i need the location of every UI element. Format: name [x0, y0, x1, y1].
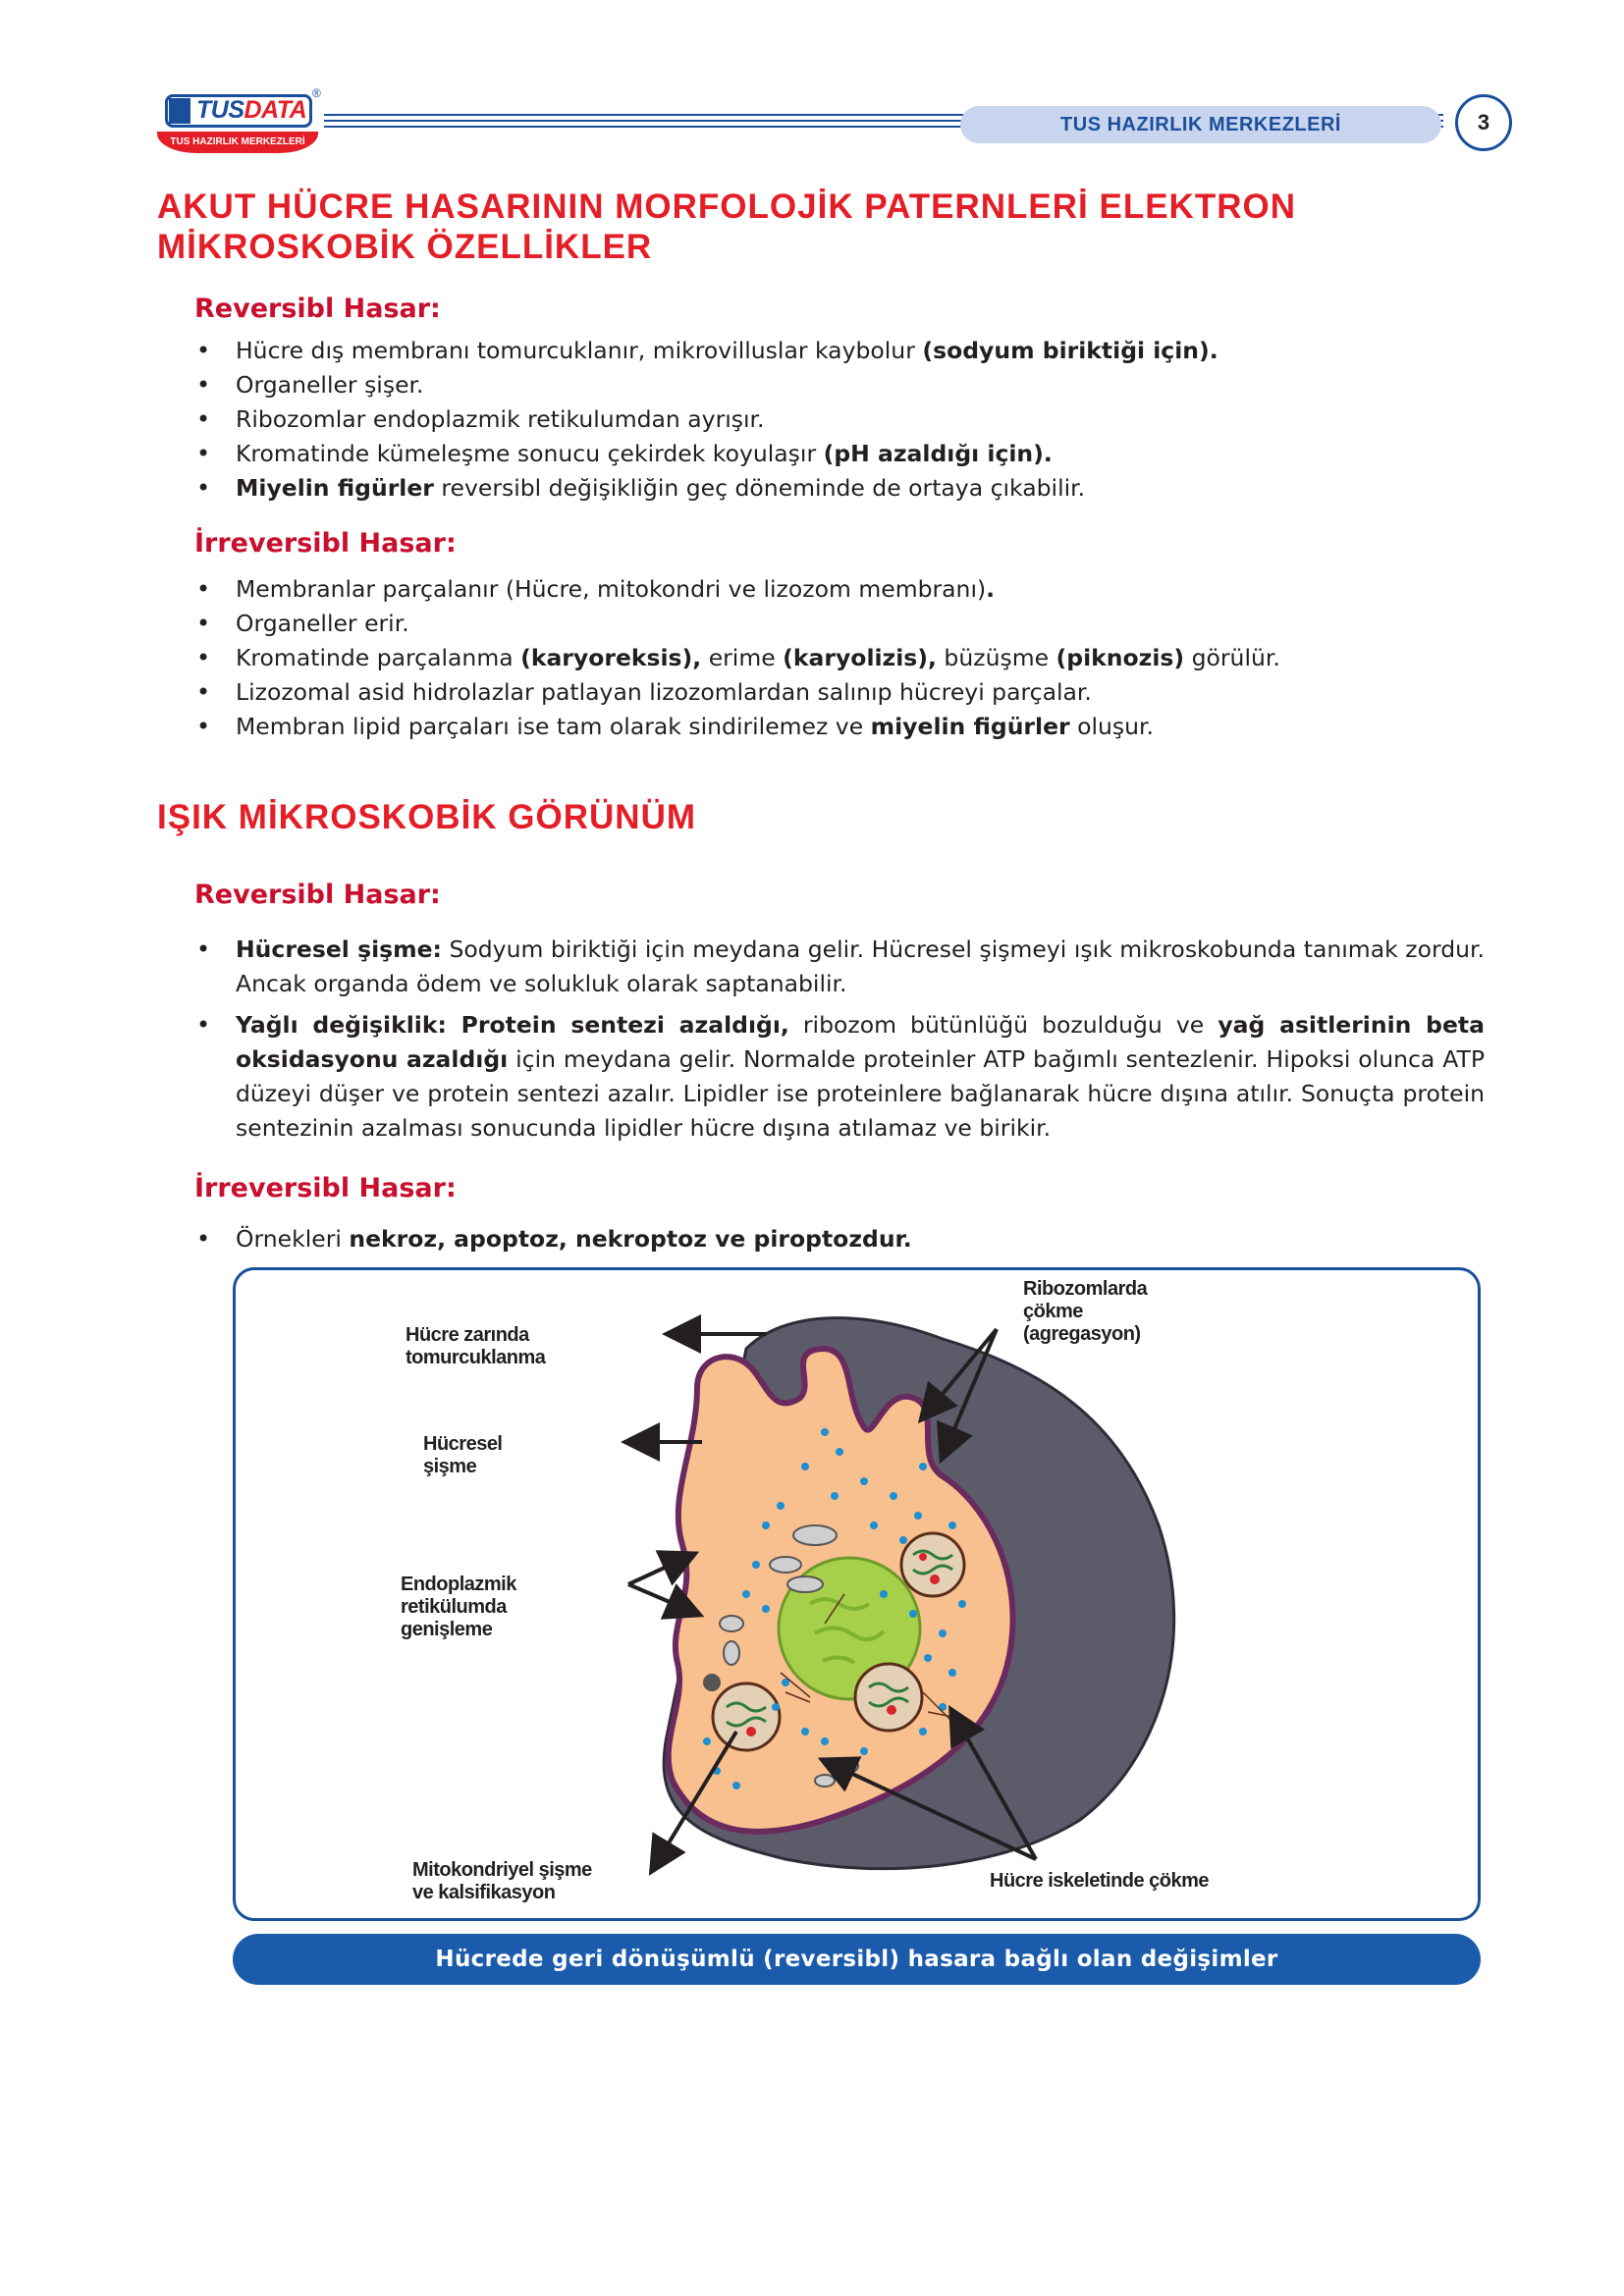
tusdata-logo	[155, 86, 322, 163]
section2-title: IŞIK MİKROSKOBİK GÖRÜNÜM	[157, 798, 696, 836]
list-item: • Yağlı değişiklik: Protein sentezi azaldığı, ribozom bütünlüğü bozulduğu ve yağ asitlerinin beta oksidasyonu azaldığı için meydana gelir. Normalde proteinler ATP bağımlı sentezlenir. Hipoksi olunca ATP düzeyi düşer ve protein sentezi azalır. Lipidler ise proteinlere bağlanarak hücre dışına atılır. Sonuçta protein sentezinin azalması sonucunda lipidler hücre dışına atılamaz ve birikir.	[236, 1008, 1485, 1146]
section2-reversible-list	[236, 933, 1485, 1146]
section1-reversible-list	[236, 334, 1485, 506]
list-item: • Hücresel şişme: Sodyum biriktiği için meydana gelir. Hücresel şişmeyi ışık mikroskobunda tanımak zordur. Ancak organda ödem ve solukluk olarak saptanabilir.	[236, 933, 1485, 1001]
label-er-dilation: Endoplazmik retikülumda genişleme	[401, 1574, 516, 1640]
list-item: • Organeller şişer.	[236, 368, 1485, 402]
section1-title-line1: AKUT HÜCRE HASARININ MORFOLOJİK PATERNLERİ ELEKTRON	[157, 187, 1296, 226]
page-number: 3	[1455, 94, 1512, 151]
mitochondrion	[855, 1664, 922, 1731]
label-cell-swelling: Hücresel şişme	[423, 1433, 503, 1477]
list-item: • Miyelin figürler reversibl değişikliğin geç döneminde de ortaya çıkabilir.	[236, 471, 1485, 506]
list-item: • Lizozomal asid hidrolazlar patlayan lizozomlardan salınıp hücreyi parçalar.	[236, 675, 1485, 710]
logo-t-icon	[169, 98, 190, 124]
cell-injury-figure	[233, 1267, 1481, 1921]
logo-text	[196, 96, 306, 125]
label-mitochondrial-swelling: Mitokondriyel şişme ve kalsifikasyon	[412, 1859, 592, 1903]
list-item: • Membran lipid parçaları ise tam olarak sindirilemez ve miyelin figürler oluşur.	[236, 710, 1485, 744]
section2-irreversible-heading: İrreversibl Hasar:	[194, 1173, 457, 1203]
label-membrane-blebbing: Hücre zarında tomurcuklanma	[406, 1324, 546, 1368]
section2-reversible-heading: Reversibl Hasar:	[194, 880, 441, 910]
logo-registered-mark: ®	[312, 86, 321, 100]
list-item: • Hücre dış membranı tomurcuklanır, mikrovilluslar kaybolur (sodyum biriktiği için).	[236, 334, 1485, 368]
logo-subtitle: TUS HAZIRLIK MERKEZLERİ	[157, 132, 318, 153]
section1-title	[157, 187, 1296, 267]
label-cytoskeleton-collapse: Hücre iskeletinde çökme	[990, 1870, 1210, 1892]
list-item: • Organeller erir.	[236, 607, 1485, 641]
mitochondrion	[713, 1683, 780, 1750]
section1-title-line2: MİKROSKOBİK ÖZELLİKLER	[157, 228, 653, 266]
section1-irreversible-list	[236, 572, 1485, 744]
list-item: • Ribozomlar endoplazmik retikulumdan ayrışır.	[236, 402, 1485, 437]
section1-irreversible-heading: İrreversibl Hasar:	[194, 528, 457, 559]
label-ribosome-detachment: Ribozomlarda çökme (agregasyon)	[1023, 1278, 1148, 1345]
mitochondrion	[901, 1533, 964, 1596]
section2-irreversible-list	[236, 1222, 1485, 1256]
list-item: • Kromatinde parçalanma (karyoreksis), erime (karyolizis), büzüşme (piknozis) görülür.	[236, 641, 1485, 675]
header-title-pill: TUS HAZIRLIK MERKEZLERİ	[960, 106, 1441, 143]
logo-text-left: TUS	[196, 96, 244, 124]
section1-reversible-heading: Reversibl Hasar:	[194, 294, 441, 324]
list-item: • Kromatinde kümeleşme sonucu çekirdek koyulaşır (pH azaldığı için).	[236, 437, 1485, 471]
figure-caption: Hücrede geri dönüşümlü (reversibl) hasara bağlı olan değişimler	[233, 1934, 1481, 1985]
list-item: • Örnekleri nekroz, apoptoz, nekroptoz ve piroptozdur.	[236, 1222, 1485, 1256]
list-item: • Membranlar parçalanır (Hücre, mitokondri ve lizozom membranı).	[236, 572, 1485, 607]
logo-text-right: DATA	[244, 96, 307, 124]
